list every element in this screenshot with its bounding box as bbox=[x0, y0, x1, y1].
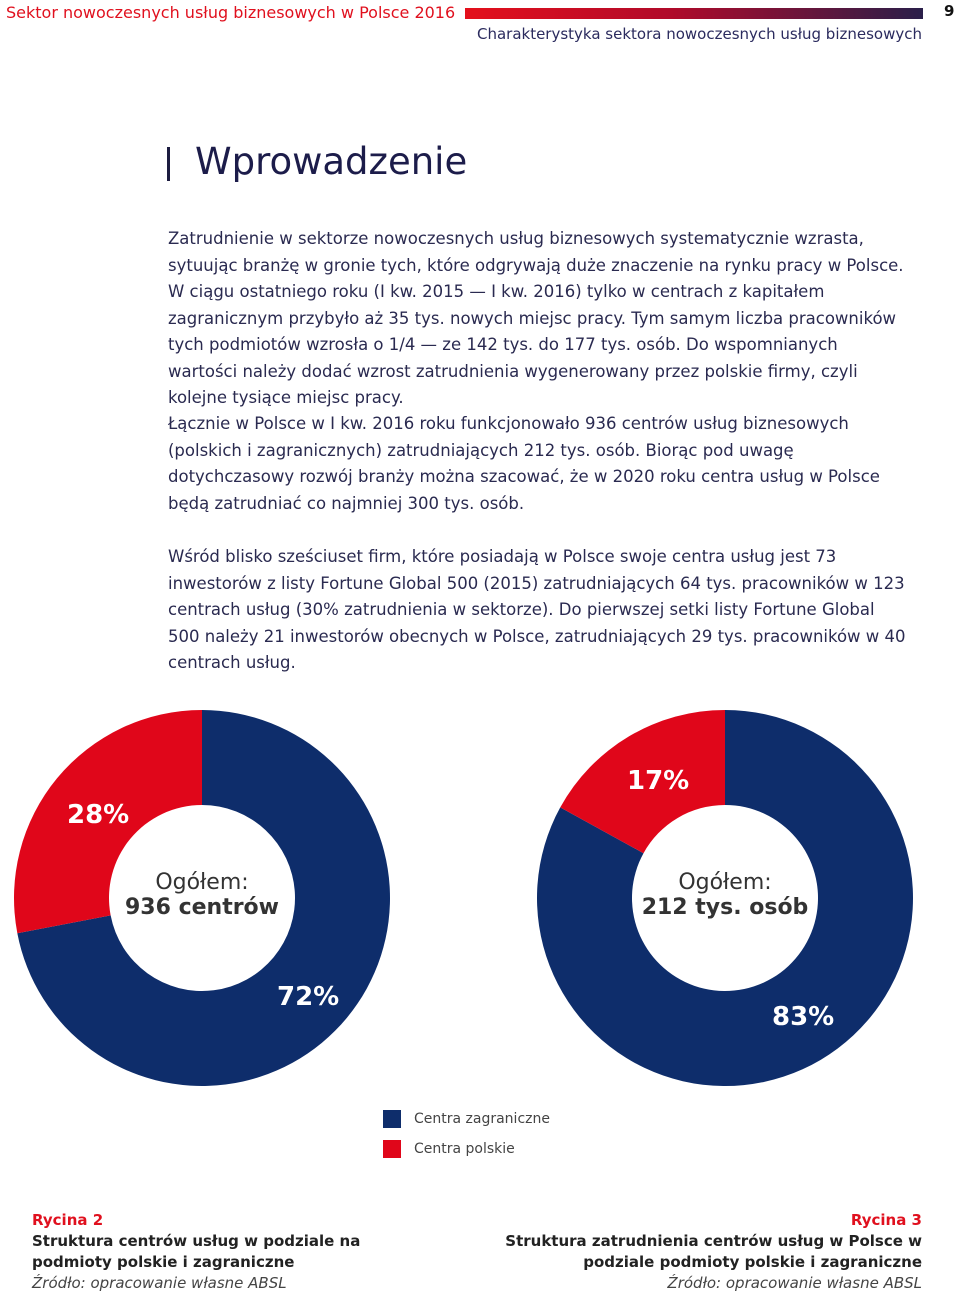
figure-caption-2 bbox=[32, 1210, 392, 1294]
donut-2-label-foreign: 83% bbox=[772, 1002, 835, 1032]
caption-3-title: Struktura zatrudnienia centrów usług w Polsce w podziale podmioty polskie i zagraniczne bbox=[505, 1232, 922, 1271]
chapter-subtitle: Charakterystyka sektora nowoczesnych usług biznesowych bbox=[476, 25, 922, 43]
section-marker bbox=[167, 147, 170, 181]
header-gradient-bar bbox=[465, 8, 923, 19]
donut-1-label-foreign: 72% bbox=[277, 982, 340, 1012]
donut-1-center bbox=[102, 870, 302, 920]
caption-3-label: Rycina 3 bbox=[850, 1211, 922, 1229]
page-number: 9 bbox=[944, 2, 955, 20]
paragraph-2: Łącznie w Polsce w I kw. 2016 roku funkcjonowało 936 centrów usług biznesowych (polskich i zagranicznych) zatrudniających 212 tys. osób. Biorąc pod uwagę dotychczasowy rozwój branży można szacować, że w 2020 roku centra usług w Polsce będą zatrudniać co najmniej 300 tys. osób. bbox=[168, 414, 880, 513]
report-title: Sektor nowoczesnych usług biznesowych w Polsce 2016 bbox=[6, 3, 456, 22]
chart-legend bbox=[383, 1104, 550, 1164]
donut-2-label-polish: 17% bbox=[627, 766, 690, 796]
caption-2-source: Źródło: opracowanie własne ABSL bbox=[32, 1274, 287, 1292]
legend-item-foreign bbox=[383, 1104, 550, 1134]
paragraph-1: Zatrudnienie w sektorze nowoczesnych usług biznesowych systematycznie wzrasta, sytuując branżę w gronie tych, które odgrywają duże znaczenie na rynku pracy w Polsce. W ciągu ostatniego roku (I kw. 2015 — I kw. 2016) tylko w centrach z kapitałem zagranicznym przybyło aż 35 tys. nowych miejsc pracy. Tym samym liczba pracowników tych podmiotów wzrosła o 1/4 — ze 142 tys. do 177 tys. osób. Do wspomnianych wartości należy dodać wzrost zatrudnienia wygenerowany przez polskie firmy, czyli kolejne tysiące miejsc pracy. bbox=[168, 229, 904, 407]
legend-swatch-foreign bbox=[383, 1110, 401, 1128]
legend-swatch-polish bbox=[383, 1140, 401, 1158]
donut-2-center-value: 212 tys. osób bbox=[641, 895, 809, 920]
paragraph-3: Wśród blisko sześciuset firm, które posiadają w Polsce swoje centra usług jest 73 inwestorów z listy Fortune Global 500 (2015) zatrudniających 64 tys. pracowników w 123 centrach usług (30% zatrudnienia w sektorze). Do pierwszej setki listy Fortune Global 500 należy 21 inwestorów obecnych w Polsce, zatrudniających 29 tys. pracowników w 40 centrach usług. bbox=[168, 547, 906, 672]
donut-1-center-value: 936 centrów bbox=[124, 895, 279, 920]
caption-3-source: Źródło: opracowanie własne ABSL bbox=[667, 1274, 922, 1292]
figure-caption-3 bbox=[502, 1210, 922, 1294]
caption-2-title: Struktura centrów usług w podziale na podmioty polskie i zagraniczne bbox=[32, 1232, 361, 1271]
section-title: Wprowadzenie bbox=[195, 140, 468, 183]
donut-1-label-polish: 28% bbox=[67, 800, 130, 830]
legend-label-foreign: Centra zagraniczne bbox=[414, 1111, 550, 1127]
legend-label-polish: Centra polskie bbox=[414, 1141, 515, 1157]
donut-2-center-label: Ogółem: bbox=[678, 870, 772, 895]
donut-2-center bbox=[625, 870, 825, 920]
caption-2-label: Rycina 2 bbox=[32, 1211, 104, 1229]
charts-area bbox=[0, 700, 960, 1100]
donut-1-center-label: Ogółem: bbox=[155, 870, 249, 895]
legend-item-polish bbox=[383, 1134, 550, 1164]
